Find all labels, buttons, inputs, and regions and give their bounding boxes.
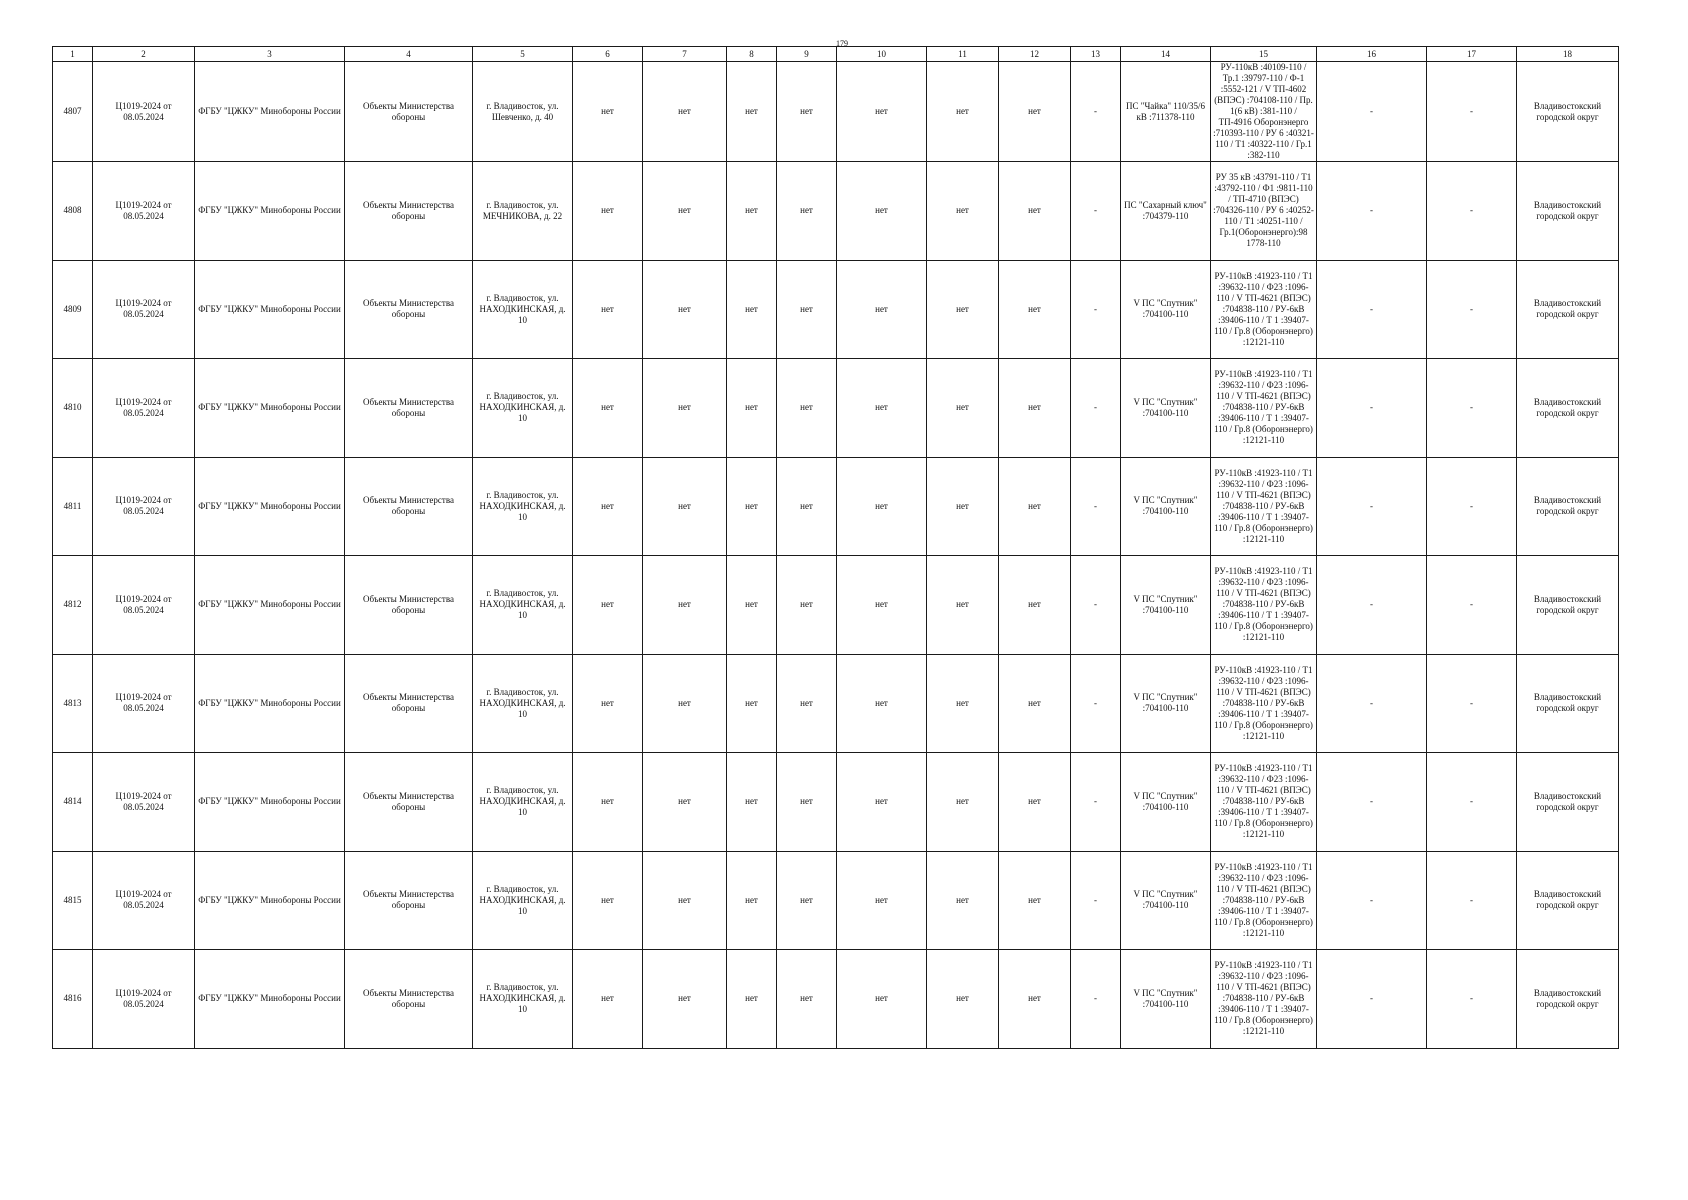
value-cell: нет [777,162,837,261]
value-cell: нет [727,62,777,162]
organization-cell: ФГБУ "ЦЖКУ" Минобороны России [195,359,345,458]
value-cell: нет [999,753,1071,852]
table-row [53,851,1619,950]
dash-cell: - [1317,851,1427,950]
value-cell: нет [727,556,777,655]
record-number: 4816 [53,950,93,1049]
connection-cell: РУ-110кВ :41923-110 / Т1 :39632-110 / Ф23 :1096-110 / V ТП-4621 (ВПЭС) :704838-110 / РУ-6кВ :39406-110 / Т 1 :39407-110 / Гр.8 (Оборонэнерго) :12121-110 [1211,457,1317,556]
district-cell: Владивостокский городской округ [1517,162,1619,261]
value-cell: нет [573,851,643,950]
organization-cell: ФГБУ "ЦЖКУ" Минобороны России [195,654,345,753]
address-cell: г. Владивосток, ул. МЕЧНИКОВА, д. 22 [473,162,573,261]
header-row [53,47,1619,62]
organization-cell: ФГБУ "ЦЖКУ" Минобороны России [195,62,345,162]
record-number: 4809 [53,260,93,359]
value-cell: нет [837,62,927,162]
record-number: 4814 [53,753,93,852]
value-cell: нет [643,753,727,852]
record-number: 4811 [53,457,93,556]
district-cell: Владивостокский городской округ [1517,62,1619,162]
dash-cell: - [1071,62,1121,162]
substation-cell: V ПС "Спутник" :704100-110 [1121,457,1211,556]
object-cell: Объекты Министерства обороны [345,359,473,458]
substation-cell: V ПС "Спутник" :704100-110 [1121,260,1211,359]
value-cell: нет [727,753,777,852]
value-cell: нет [573,654,643,753]
contract-cell: Ц1019-2024 от 08.05.2024 [93,359,195,458]
value-cell: нет [999,62,1071,162]
value-cell: нет [727,851,777,950]
dash-cell: - [1317,950,1427,1049]
value-cell: нет [999,851,1071,950]
substation-cell: ПС "Сахарный ключ" :704379-110 [1121,162,1211,261]
value-cell: нет [999,359,1071,458]
district-cell: Владивостокский городской округ [1517,260,1619,359]
object-cell: Объекты Министерства обороны [345,753,473,852]
address-cell: г. Владивосток, ул. НАХОДКИНСКАЯ, д. 10 [473,950,573,1049]
table-row [53,359,1619,458]
value-cell: нет [643,950,727,1049]
value-cell: нет [573,457,643,556]
value-cell: нет [927,556,999,655]
column-header: 9 [777,47,837,62]
district-cell: Владивостокский городской округ [1517,851,1619,950]
organization-cell: ФГБУ "ЦЖКУ" Минобороны России [195,851,345,950]
value-cell: нет [837,851,927,950]
connection-cell: РУ-110кВ :41923-110 / Т1 :39632-110 / Ф23 :1096-110 / V ТП-4621 (ВПЭС) :704838-110 / РУ-6кВ :39406-110 / Т 1 :39407-110 / Гр.8 (Оборонэнерго) :12121-110 [1211,851,1317,950]
connection-cell: РУ-110кВ :41923-110 / Т1 :39632-110 / Ф23 :1096-110 / V ТП-4621 (ВПЭС) :704838-110 / РУ-6кВ :39406-110 / Т 1 :39407-110 / Гр.8 (Оборонэнерго) :12121-110 [1211,260,1317,359]
column-header: 11 [927,47,999,62]
column-header: 4 [345,47,473,62]
object-cell: Объекты Министерства обороны [345,457,473,556]
substation-cell: V ПС "Спутник" :704100-110 [1121,851,1211,950]
organization-cell: ФГБУ "ЦЖКУ" Минобороны России [195,162,345,261]
value-cell: нет [777,753,837,852]
substation-cell: V ПС "Спутник" :704100-110 [1121,654,1211,753]
dash-cell: - [1427,62,1517,162]
value-cell: нет [837,654,927,753]
value-cell: нет [837,950,927,1049]
page-number: 179 [836,39,848,48]
value-cell: нет [927,753,999,852]
column-header: 6 [573,47,643,62]
value-cell: нет [927,359,999,458]
value-cell: нет [999,654,1071,753]
substation-cell: V ПС "Спутник" :704100-110 [1121,753,1211,852]
value-cell: нет [643,851,727,950]
connection-cell: РУ-110кВ :41923-110 / Т1 :39632-110 / Ф23 :1096-110 / V ТП-4621 (ВПЭС) :704838-110 / РУ-6кВ :39406-110 / Т 1 :39407-110 / Гр.8 (Оборонэнерго) :12121-110 [1211,556,1317,655]
value-cell: нет [837,457,927,556]
value-cell: нет [643,654,727,753]
dash-cell: - [1071,260,1121,359]
value-cell: нет [573,162,643,261]
dash-cell: - [1427,753,1517,852]
value-cell: нет [777,851,837,950]
record-number: 4807 [53,62,93,162]
contract-cell: Ц1019-2024 от 08.05.2024 [93,753,195,852]
value-cell: нет [573,260,643,359]
organization-cell: ФГБУ "ЦЖКУ" Минобороны России [195,950,345,1049]
value-cell: нет [727,260,777,359]
connection-cell: РУ-110кВ :41923-110 / Т1 :39632-110 / Ф23 :1096-110 / V ТП-4621 (ВПЭС) :704838-110 / РУ-6кВ :39406-110 / Т 1 :39407-110 / Гр.8 (Оборонэнерго) :12121-110 [1211,753,1317,852]
dash-cell: - [1071,359,1121,458]
district-cell: Владивостокский городской округ [1517,950,1619,1049]
organization-cell: ФГБУ "ЦЖКУ" Минобороны России [195,753,345,852]
record-number: 4815 [53,851,93,950]
organization-cell: ФГБУ "ЦЖКУ" Минобороны России [195,260,345,359]
column-header: 14 [1121,47,1211,62]
column-header: 3 [195,47,345,62]
contract-cell: Ц1019-2024 от 08.05.2024 [93,457,195,556]
value-cell: нет [837,753,927,852]
address-cell: г. Владивосток, ул. НАХОДКИНСКАЯ, д. 10 [473,556,573,655]
table-row [53,457,1619,556]
registry-table [52,46,1619,1049]
value-cell: нет [643,260,727,359]
contract-cell: Ц1019-2024 от 08.05.2024 [93,62,195,162]
dash-cell: - [1427,851,1517,950]
connection-cell: РУ-110кВ :41923-110 / Т1 :39632-110 / Ф23 :1096-110 / V ТП-4621 (ВПЭС) :704838-110 / РУ-6кВ :39406-110 / Т 1 :39407-110 / Гр.8 (Оборонэнерго) :12121-110 [1211,950,1317,1049]
value-cell: нет [573,62,643,162]
dash-cell: - [1427,162,1517,261]
table-row [53,950,1619,1049]
object-cell: Объекты Министерства обороны [345,556,473,655]
value-cell: нет [927,851,999,950]
connection-cell: РУ-110кВ :41923-110 / Т1 :39632-110 / Ф23 :1096-110 / V ТП-4621 (ВПЭС) :704838-110 / РУ-6кВ :39406-110 / Т 1 :39407-110 / Гр.8 (Оборонэнерго) :12121-110 [1211,359,1317,458]
value-cell: нет [573,950,643,1049]
contract-cell: Ц1019-2024 от 08.05.2024 [93,162,195,261]
dash-cell: - [1317,556,1427,655]
dash-cell: - [1071,162,1121,261]
column-header: 1 [53,47,93,62]
object-cell: Объекты Министерства обороны [345,162,473,261]
value-cell: нет [927,162,999,261]
column-header: 18 [1517,47,1619,62]
value-cell: нет [927,654,999,753]
value-cell: нет [777,556,837,655]
value-cell: нет [643,457,727,556]
dash-cell: - [1071,654,1121,753]
dash-cell: - [1427,359,1517,458]
contract-cell: Ц1019-2024 от 08.05.2024 [93,654,195,753]
substation-cell: V ПС "Спутник" :704100-110 [1121,556,1211,655]
record-number: 4810 [53,359,93,458]
value-cell: нет [999,260,1071,359]
value-cell: нет [837,359,927,458]
column-header: 15 [1211,47,1317,62]
record-number: 4808 [53,162,93,261]
column-header: 16 [1317,47,1427,62]
object-cell: Объекты Министерства обороны [345,62,473,162]
address-cell: г. Владивосток, ул. НАХОДКИНСКАЯ, д. 10 [473,457,573,556]
dash-cell: - [1427,654,1517,753]
value-cell: нет [643,62,727,162]
value-cell: нет [777,654,837,753]
value-cell: нет [573,753,643,852]
organization-cell: ФГБУ "ЦЖКУ" Минобороны России [195,556,345,655]
address-cell: г. Владивосток, ул. НАХОДКИНСКАЯ, д. 10 [473,260,573,359]
value-cell: нет [999,950,1071,1049]
dash-cell: - [1071,457,1121,556]
value-cell: нет [927,950,999,1049]
contract-cell: Ц1019-2024 от 08.05.2024 [93,950,195,1049]
column-header: 8 [727,47,777,62]
object-cell: Объекты Министерства обороны [345,950,473,1049]
record-number: 4813 [53,654,93,753]
value-cell: нет [727,457,777,556]
value-cell: нет [643,359,727,458]
dash-cell: - [1317,359,1427,458]
district-cell: Владивостокский городской округ [1517,556,1619,655]
dash-cell: - [1317,260,1427,359]
object-cell: Объекты Министерства обороны [345,654,473,753]
address-cell: г. Владивосток, ул. НАХОДКИНСКАЯ, д. 10 [473,851,573,950]
district-cell: Владивостокский городской округ [1517,654,1619,753]
district-cell: Владивостокский городской округ [1517,753,1619,852]
address-cell: г. Владивосток, ул. Шевченко, д. 40 [473,62,573,162]
value-cell: нет [727,359,777,458]
column-header: 13 [1071,47,1121,62]
value-cell: нет [777,950,837,1049]
column-header: 12 [999,47,1071,62]
value-cell: нет [777,457,837,556]
dash-cell: - [1071,950,1121,1049]
value-cell: нет [643,162,727,261]
connection-cell: РУ 35 кВ :43791-110 / Т1 :43792-110 / Ф1 :9811-110 / ТП-4710 (ВПЭС) :704326-110 / РУ 6 :40252-110 / Т1 :40251-110 / Гр.1(Оборонэнерго):98 1778-110 [1211,162,1317,261]
connection-cell: РУ-110кВ :40109-110 / Тр.1 :39797-110 / Ф-1 :5552-121 / V ТП-4602 (ВПЭС) :704108-110 / Пр. 1(6 кВ) :381-110 / ТП-4916 Оборонэнерго :710393-110 / РУ 6 :40321-110 / Т1 :40322-110 / Гр.1 :382-110 [1211,62,1317,162]
column-header: 7 [643,47,727,62]
value-cell: нет [927,260,999,359]
district-cell: Владивостокский городской округ [1517,359,1619,458]
dash-cell: - [1427,556,1517,655]
value-cell: нет [727,950,777,1049]
dash-cell: - [1071,851,1121,950]
column-header: 17 [1427,47,1517,62]
address-cell: г. Владивосток, ул. НАХОДКИНСКАЯ, д. 10 [473,654,573,753]
dash-cell: - [1071,556,1121,655]
dash-cell: - [1317,753,1427,852]
table-row [53,654,1619,753]
contract-cell: Ц1019-2024 от 08.05.2024 [93,851,195,950]
substation-cell: V ПС "Спутник" :704100-110 [1121,950,1211,1049]
object-cell: Объекты Министерства обороны [345,851,473,950]
contract-cell: Ц1019-2024 от 08.05.2024 [93,260,195,359]
table-row [53,753,1619,852]
contract-cell: Ц1019-2024 от 08.05.2024 [93,556,195,655]
value-cell: нет [573,556,643,655]
value-cell: нет [643,556,727,655]
table-row [53,62,1619,162]
dash-cell: - [1071,753,1121,852]
table-row [53,162,1619,261]
dash-cell: - [1427,457,1517,556]
substation-cell: ПС "Чайка" 110/35/6 кВ :711378-110 [1121,62,1211,162]
column-header: 5 [473,47,573,62]
address-cell: г. Владивосток, ул. НАХОДКИНСКАЯ, д. 10 [473,753,573,852]
dash-cell: - [1317,457,1427,556]
object-cell: Объекты Министерства обороны [345,260,473,359]
value-cell: нет [837,260,927,359]
table-row [53,556,1619,655]
value-cell: нет [727,654,777,753]
value-cell: нет [999,162,1071,261]
value-cell: нет [777,260,837,359]
value-cell: нет [927,457,999,556]
value-cell: нет [837,556,927,655]
value-cell: нет [999,457,1071,556]
value-cell: нет [777,62,837,162]
dash-cell: - [1427,260,1517,359]
dash-cell: - [1317,62,1427,162]
organization-cell: ФГБУ "ЦЖКУ" Минобороны России [195,457,345,556]
dash-cell: - [1317,162,1427,261]
value-cell: нет [999,556,1071,655]
address-cell: г. Владивосток, ул. НАХОДКИНСКАЯ, д. 10 [473,359,573,458]
table-row [53,260,1619,359]
value-cell: нет [573,359,643,458]
district-cell: Владивостокский городской округ [1517,457,1619,556]
value-cell: нет [727,162,777,261]
column-header: 2 [93,47,195,62]
connection-cell: РУ-110кВ :41923-110 / Т1 :39632-110 / Ф23 :1096-110 / V ТП-4621 (ВПЭС) :704838-110 / РУ-6кВ :39406-110 / Т 1 :39407-110 / Гр.8 (Оборонэнерго) :12121-110 [1211,654,1317,753]
value-cell: нет [837,162,927,261]
substation-cell: V ПС "Спутник" :704100-110 [1121,359,1211,458]
record-number: 4812 [53,556,93,655]
value-cell: нет [777,359,837,458]
value-cell: нет [927,62,999,162]
column-header: 10 [837,47,927,62]
dash-cell: - [1427,950,1517,1049]
dash-cell: - [1317,654,1427,753]
